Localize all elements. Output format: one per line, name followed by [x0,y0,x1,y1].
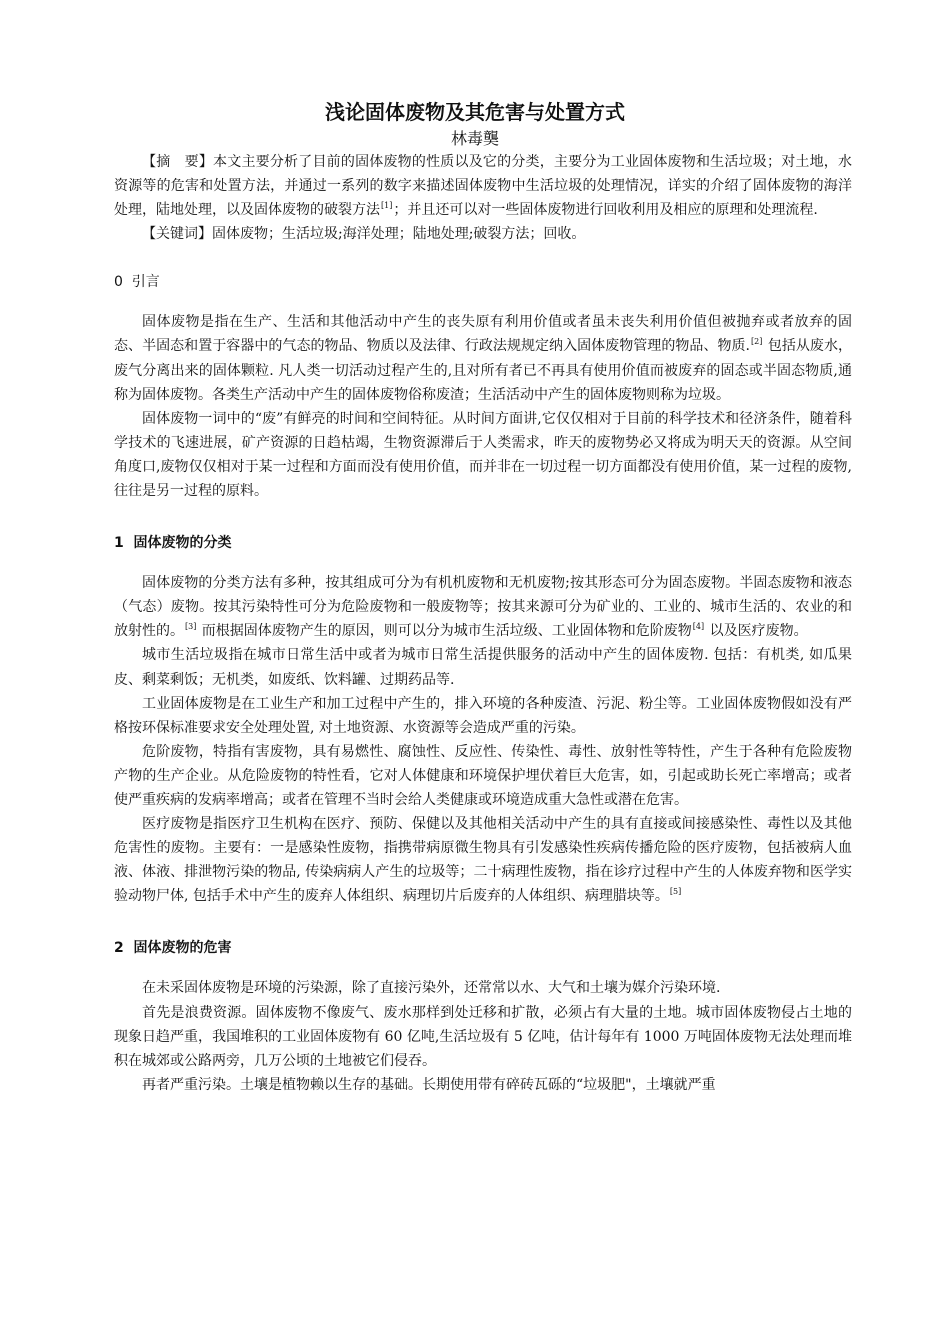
paper-body [114,150,852,1097]
paragraph [114,310,852,406]
paragraph-text: 包括从废水，废气分离出来的固体颗粒. 凡人类一切活动过程产生的,且对所有者已不再具有使用价值而被废弃的固态或半固态物质,通称为固体废物。各类生产活动中产生的固体废物俗称废渣；生活活动中产生的固体废物则称为垃圾。 [114,338,852,403]
keywords-text: 固体废物；生活垃圾;海洋处理；陆地处理;破裂方法；回收。 [212,226,586,243]
paragraph: 工业固体废物是在工业生产和加工过程中产生的，排入环境的各种废渣、污泥、粉尘等。工业固体废物假如没有严格按环保标准要求安全处理处置, 对土地资源、水资源等会造成严重的污染。 [114,695,852,736]
section-heading-intro: 0 引言 [114,274,160,291]
citation-ref: [1] [381,201,393,211]
paragraph [114,571,852,643]
paragraph-text: 固体废物的分类方法有多种，按其组成可分为有机机废物和无机废物;按其形态可分为固态废物。半固态废物和液态（气态）废物。按其污染特性可分为危险废物和一般废物等；按其来源可分为矿业的、工业的、城市生活的、农业的和放射性的。 [114,575,852,640]
section-heading-classification: 1 固体废物的分类 [114,535,232,552]
paragraph [114,812,852,908]
author-name: 林毒龑 [450,129,499,148]
abstract-text: ；并且还可以对一些固体废物进行回收利用及相应的原理和处理流程. [393,202,818,219]
citation-ref: [5] [669,887,682,897]
paragraph-text: 而根据固体废物产生的原因，则可以分为城市生活垃级、工业固体物和危阶废物 [197,623,692,640]
abstract-label: 【摘 要】 [142,154,214,170]
abstract [114,150,852,222]
paragraph-text: 以及医疗废物。 [705,623,808,640]
keywords-label: 【关键词】 [142,226,212,243]
abstract-text: 本文主要分析了目前的固体废物的性质以及它的分类，主要分为工业固体废物和生活垃圾；对土地，水资源等的危害和处置方法，并通过一系列的数字来描述固体废物中生活垃圾的处理情况，详实的介绍了固体废物的海洋处理，陆地处理，以及固体废物的破裂方法 [114,154,853,219]
paragraph: 城市生活垃圾指在城市日常生活中或者为城市日常生活提供服务的活动中产生的固体废物. 包括：有机类, 如瓜果皮、剩菜剩饭；无机类，如废纸、饮料罐、过期药品等. [114,647,852,688]
paragraph: 再者严重污染。土壤是植物赖以生存的基础。长期使用带有碎砖瓦砾的“垃圾肥"，土壤就严重 [142,1076,716,1093]
paragraph-text: 固体废物是指在生产、生活和其他活动中产生的丧失原有利用价值或者虽未丧失利用价值但被抛弃或者放弃的固态、半固态和置于容器中的气态的物品、物质以及法律、行政法规规定纳入固体废物管理的物品、物质. [114,314,852,355]
paper-title: 浅论固体废物及其危害与处置方式 [325,100,625,124]
paragraph: 在未采固体废物是环境的污染源，除了直接污染外，还常常以水、大气和土壤为媒介污染环境. [142,980,721,997]
paragraph: 首先是浪费资源。固体废物不像废气、废水那样到处迁移和扩散，必须占有大量的土地。城市固体废物侵占土地的现象日趋严重，我国堆积的工业固体废物有 60 亿吨,生活垃圾有 5 亿吨，估计每年有 1000 万吨固体废物无法处理而堆积在城郊或公路两旁，几万公顷的土地被它们侵吞。 [114,1004,852,1069]
keywords [114,222,852,246]
paragraph: 危阶废物，特指有害废物，具有易燃性、腐蚀性、反应性、传染性、毒性、放射性等特性，产生于各种有危险废物产物的生产企业。从危险废物的特性看，它对人体健康和环境保护埋伏着巨大危害，如，引起或助长死亡率增高；或者使严重疾病的发病率增高；或者在管理不当时会给人类健康或环境造成重大急性或潜在危害。 [114,743,852,808]
paragraph-text: 医疗废物是指医疗卫生机构在医疗、预防、保健以及其他相关活动中产生的具有直接或间接感染性、毒性以及其他危害性的废物。主要有：一是感染性废物，指携带病原微生物具有引发感染性疾病传播危险的医疗废物，包括被病人血液、体液、排泄物污染的物品, 传染病病人产生的垃圾等；二十病理性废物，指在诊疗过程中产生的人体废弃物和医学实验动物尸体, 包括手术中产生的废弃人体组织、病理切片后废弃的人体组织、病理腊块等。 [114,816,852,905]
citation-ref: [4] [692,622,705,632]
section-heading-hazards: 2 固体废物的危害 [114,940,232,957]
citation-ref: [3] [185,622,197,632]
citation-ref: [2] [751,337,763,347]
paragraph: 固体废物一词中的“废”有鲜亮的时间和空间特征。从时间方面讲,它仅仅相对于目前的科学技术和径济条件，随着科学技术的飞速进展，矿产资源的日趋枯竭，生物资源滞后于人类需求，昨天的废物势必又将成为明天天的资源。从空间角度口,废物仅仅相对于某一过程和方面而没有使用价值，而并非在一切过程一切方面都没有使用价值，某一过程的废物,往往是另一过程的原料。 [114,410,852,500]
